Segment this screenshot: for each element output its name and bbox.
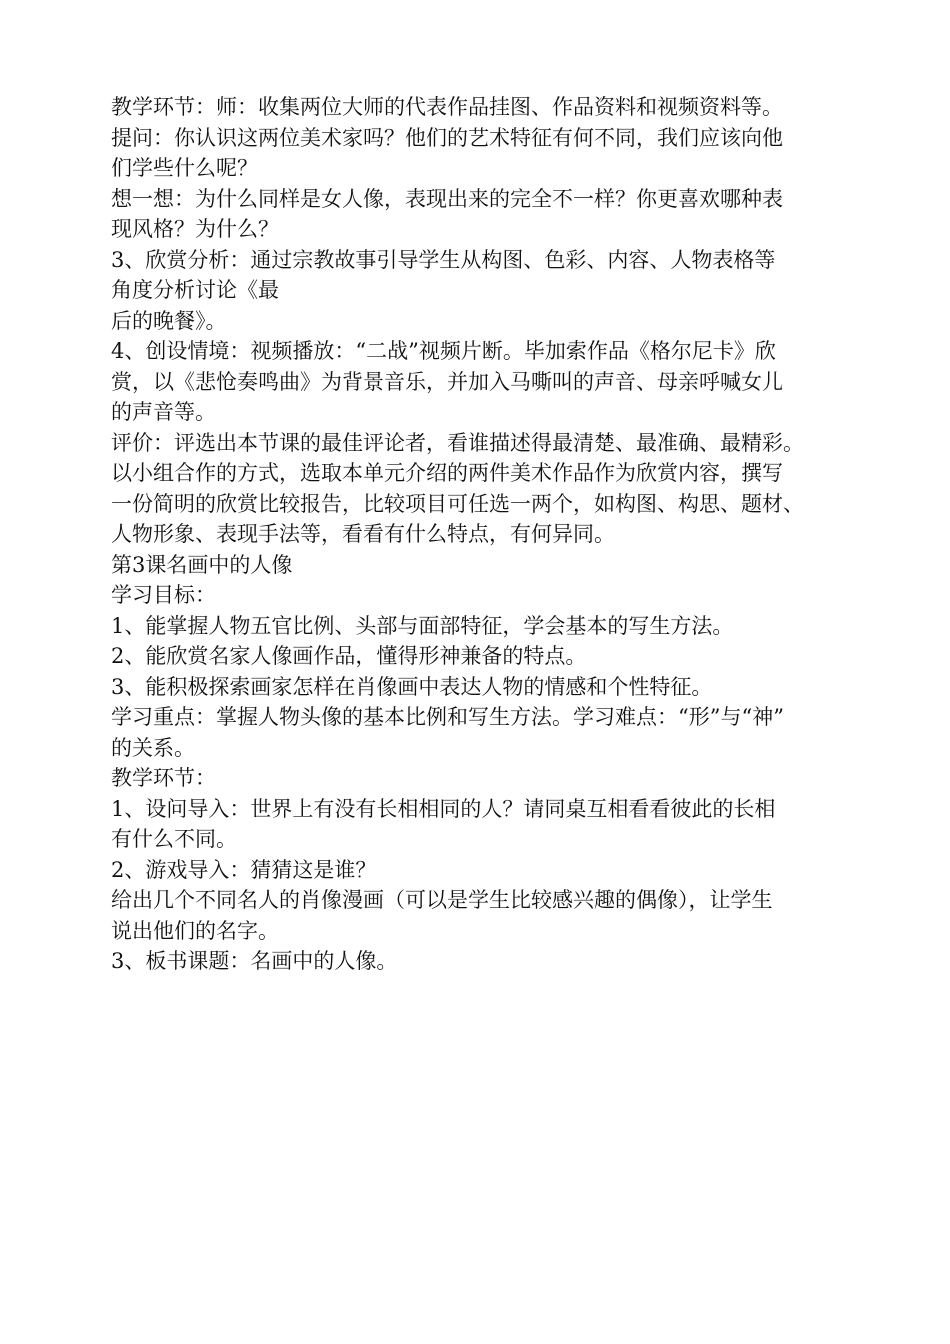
text-line: 说出他们的名字。 xyxy=(111,918,279,943)
document-page xyxy=(111,92,881,977)
text-line: 想一想：为什么同样是女人像，表现出来的完全不一样？你更喜欢哪种表 xyxy=(111,186,783,211)
text-line: 3、能积极探索画家怎样在肖像画中表达人物的情感和个性特征。 xyxy=(111,674,713,699)
text-line: 们学些什么呢？ xyxy=(111,156,258,180)
text-line: 3、板书课题：名画中的人像。 xyxy=(111,949,398,973)
text-line: 2、游戏导入：猜猜这是谁？ xyxy=(111,857,377,882)
lesson-heading: 第3课名画中的人像 xyxy=(111,552,293,577)
text-line: 给出几个不同名人的肖像漫画（可以是学生比较感兴趣的偶像），让学生 xyxy=(111,888,773,912)
text-line: 1、能掌握人物五官比例、头部与面部特征，学会基本的写生方法。 xyxy=(111,613,734,638)
text-line: 角度分析讨论《最 xyxy=(111,278,279,302)
text-line: 的关系。 xyxy=(111,735,195,760)
text-line: 学习目标： xyxy=(111,583,216,607)
text-line: 教学环节： xyxy=(111,766,216,790)
text-line: 1、设问导入：世界上有没有长相相同的人？请同桌互相看看彼此的长相 xyxy=(111,796,776,821)
text-line: 的声音等。 xyxy=(111,400,216,424)
text-line: 一份简明的欣赏比较报告，比较项目可任选一两个，如构图、构思、题材、 xyxy=(111,491,804,516)
text-line: 教学环节：师：收集两位大师的代表作品挂图、作品资料和视频资料等。 xyxy=(111,95,783,119)
text-line: 以小组合作的方式，选取本单元介绍的两件美术作品作为欣赏内容，撰写 xyxy=(111,461,783,485)
text-line: 2、能欣赏名家人像画作品，懂得形神兼备的特点。 xyxy=(111,644,587,668)
text-line: 3、欣赏分析：通过宗教故事引导学生从构图、色彩、内容、人物表格等 xyxy=(111,247,776,272)
text-line: 人物形象、表现手法等，看看有什么特点，有何异同。 xyxy=(111,522,615,546)
text-line: 后的晚餐》。 xyxy=(111,308,227,333)
text-line: 学习重点：掌握人物头像的基本比例和写生方法。学习难点：“形”与“神” xyxy=(111,705,784,729)
text-line: 有什么不同。 xyxy=(111,827,237,851)
text-line: 赏，以《悲怆奏鸣曲》为背景音乐，并加入马嘶叫的声音、母亲呼喊女儿 xyxy=(111,369,783,394)
text-line: 提问：你认识这两位美术家吗？他们的艺术特征有何不同，我们应该向他 xyxy=(111,125,783,150)
text-line: 4、创设情境：视频播放：“二战”视频片断。毕加索作品《格尔尼卡》欣 xyxy=(111,339,776,363)
text-line: 评价：评选出本节课的最佳评论者，看谁描述得最清楚、最准确、最精彩。 xyxy=(111,430,804,455)
text-line: 现风格？为什么？ xyxy=(111,217,279,241)
